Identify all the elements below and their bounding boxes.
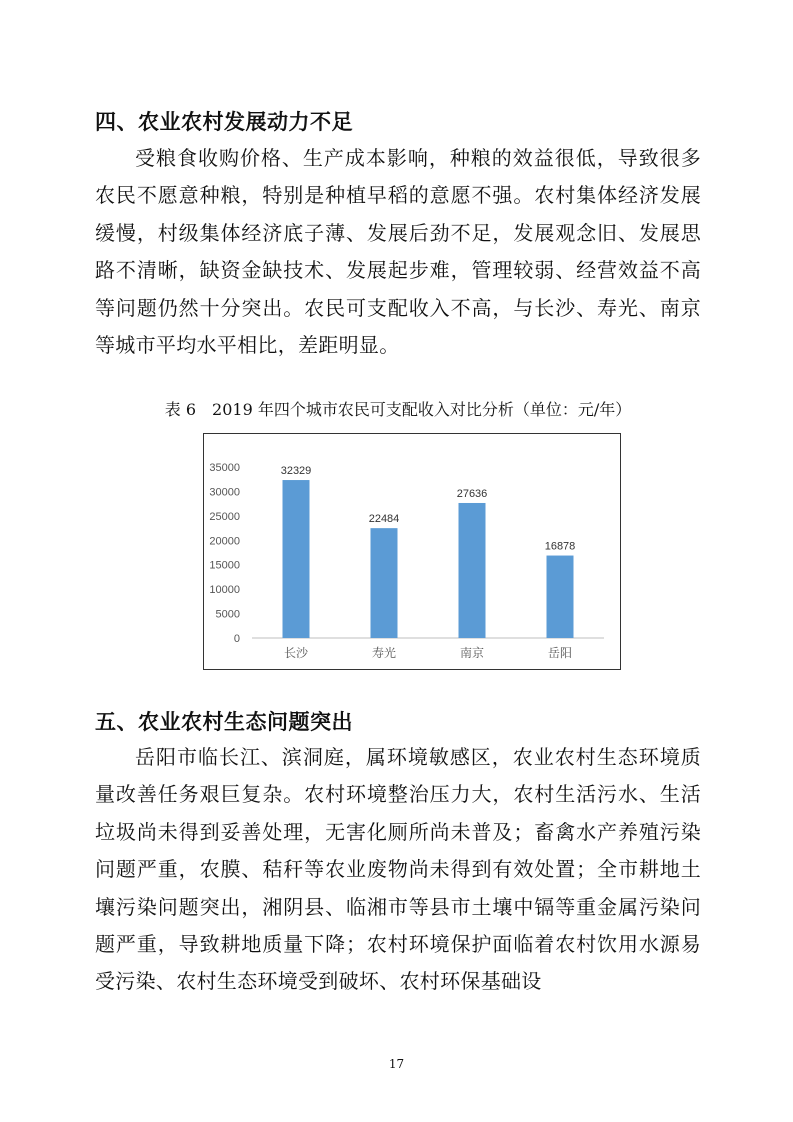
y-tick-label: 30000 xyxy=(209,486,240,499)
bar xyxy=(459,503,486,638)
page-number: 17 xyxy=(388,1057,405,1071)
figure-caption: 表 6 2019 年四个城市农民可支配收入对比分析（单位：元/年） xyxy=(164,400,632,419)
x-tick-label: 南京 xyxy=(459,646,485,660)
y-tick-label: 35000 xyxy=(209,462,240,474)
income-bar-chart xyxy=(203,433,621,670)
data-label: 16878 xyxy=(544,540,576,553)
section-4-paragraph: 受粮食收购价格、生产成本影响，种粮的效益很低，导致很多农民不愿意种粮，特别是种植早稻的意愿不强。农村集体经济发展缓慢，村级集体经济底子薄、发展后劲不足，发展观念旧、发展思路不清晰，缺资金缺技术、发展起步难，管理较弱、经营效益不高等问题仍然十分突出。农民可支配收入不高，与长沙、寿光、南京等城市平均水平相比，差距明显。 xyxy=(95,146,701,358)
section-4-heading: 四、农业农村发展动力不足 xyxy=(95,110,353,134)
bar xyxy=(283,480,310,638)
data-label: 22484 xyxy=(368,513,400,526)
bar xyxy=(547,556,574,638)
bar xyxy=(371,528,398,638)
data-label: 32329 xyxy=(280,465,312,478)
x-tick-label: 岳阳 xyxy=(547,646,573,660)
section-5-heading: 五、农业农村生态问题突出 xyxy=(95,710,353,734)
x-tick-label: 寿光 xyxy=(371,646,397,660)
y-tick-label: 10000 xyxy=(209,584,240,597)
y-tick-label: 25000 xyxy=(209,510,240,523)
y-tick-label: 20000 xyxy=(209,535,240,548)
y-tick-label: 5000 xyxy=(215,608,240,621)
data-label: 27636 xyxy=(456,487,488,500)
chart-canvas xyxy=(204,434,622,671)
y-tick-label: 0 xyxy=(233,633,240,645)
y-tick-label: 15000 xyxy=(209,559,240,572)
section-5-paragraph: 岳阳市临长江、滨洞庭，属环境敏感区，农业农村生态环境质量改善任务艰巨复杂。农村环境整治压力大，农村生活污水、生活垃圾尚未得到妥善处理，无害化厕所尚未普及；畜禽水产养殖污染问题严重，农膜、秸秆等农业废物尚未得到有效处置；全市耕地土壤污染问题突出，湘阴县、临湘市等县市土壤中镉等重金属污染问题严重，导致耕地质量下降；农村环境保护面临着农村饮用水源易受污染、农村生态环境受到破坏、农村环保基础设 xyxy=(95,745,701,994)
x-tick-label: 长沙 xyxy=(283,646,309,660)
